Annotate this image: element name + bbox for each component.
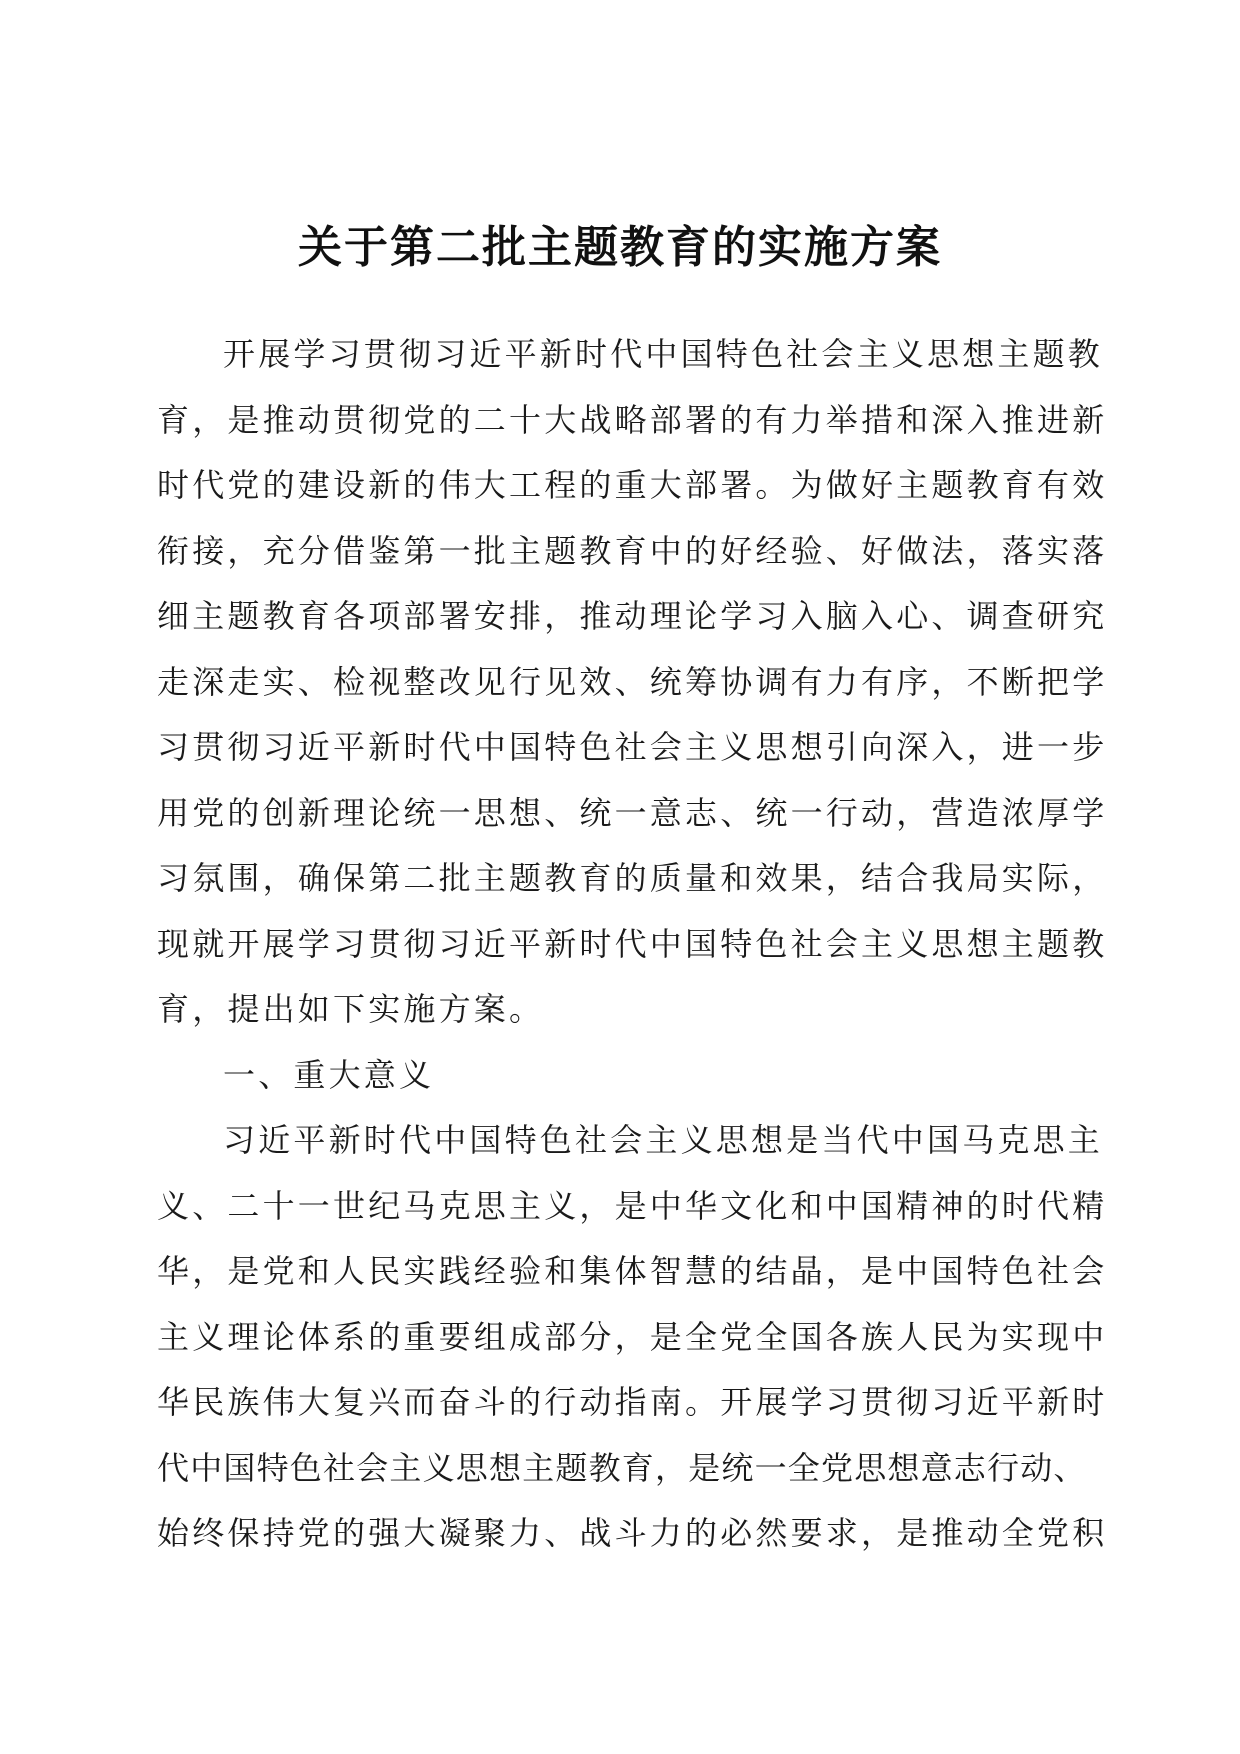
text-line: 代中国特色社会主义思想主题教育，是统一全党思想意志行动、	[157, 1448, 1087, 1487]
text-line: 义、二十一世纪马克思主义，是中华文化和中国精神的时代精	[157, 1186, 1108, 1225]
text-line: 华民族伟大复兴而奋斗的行动指南。开展学习贯彻习近平新时	[157, 1383, 1108, 1421]
section-heading: 一、重大意义	[223, 1055, 435, 1094]
text-line: 育，提出如下实施方案。	[157, 990, 545, 1028]
document-title: 关于第二批主题教育的实施方案	[298, 222, 942, 273]
text-line: 育，是推动贯彻党的二十大战略部署的有力举措和深入推进新	[157, 400, 1108, 439]
text-line: 始终保持党的强大凝聚力、战斗力的必然要求，是推动全党积	[157, 1514, 1108, 1552]
text-line: 开展学习贯彻习近平新时代中国特色社会主义思想主题教	[223, 335, 1104, 373]
text-line: 用党的创新理论统一思想、统一意志、统一行动，营造浓厚学	[157, 793, 1108, 832]
text-line: 衔接，充分借鉴第一批主题教育中的好经验、好做法，落实落	[157, 531, 1108, 570]
text-line: 现就开展学习贯彻习近平新时代中国特色社会主义思想主题教	[157, 924, 1108, 963]
text-line: 习贯彻习近平新时代中国特色社会主义思想引向深入，进一步	[157, 728, 1108, 766]
paragraph-intro	[157, 322, 1108, 1043]
document-body	[157, 322, 1108, 1567]
text-line: 主义理论体系的重要组成部分，是全党全国各族人民为实现中	[157, 1317, 1108, 1356]
text-line: 走深走实、检视整改见行见效、统筹协调有力有序，不断把学	[157, 662, 1108, 701]
paragraph-significance	[157, 1108, 1108, 1567]
text-line: 习氛围，确保第二批主题教育的质量和效果，结合我局实际，	[157, 859, 1108, 897]
text-line: 习近平新时代中国特色社会主义思想是当代中国马克思主	[223, 1121, 1104, 1159]
text-line: 华，是党和人民实践经验和集体智慧的结晶，是中国特色社会	[157, 1252, 1108, 1290]
text-line: 细主题教育各项部署安排，推动理论学习入脑入心、调查研究	[157, 597, 1108, 635]
text-line: 时代党的建设新的伟大工程的重大部署。为做好主题教育有效	[157, 466, 1108, 504]
